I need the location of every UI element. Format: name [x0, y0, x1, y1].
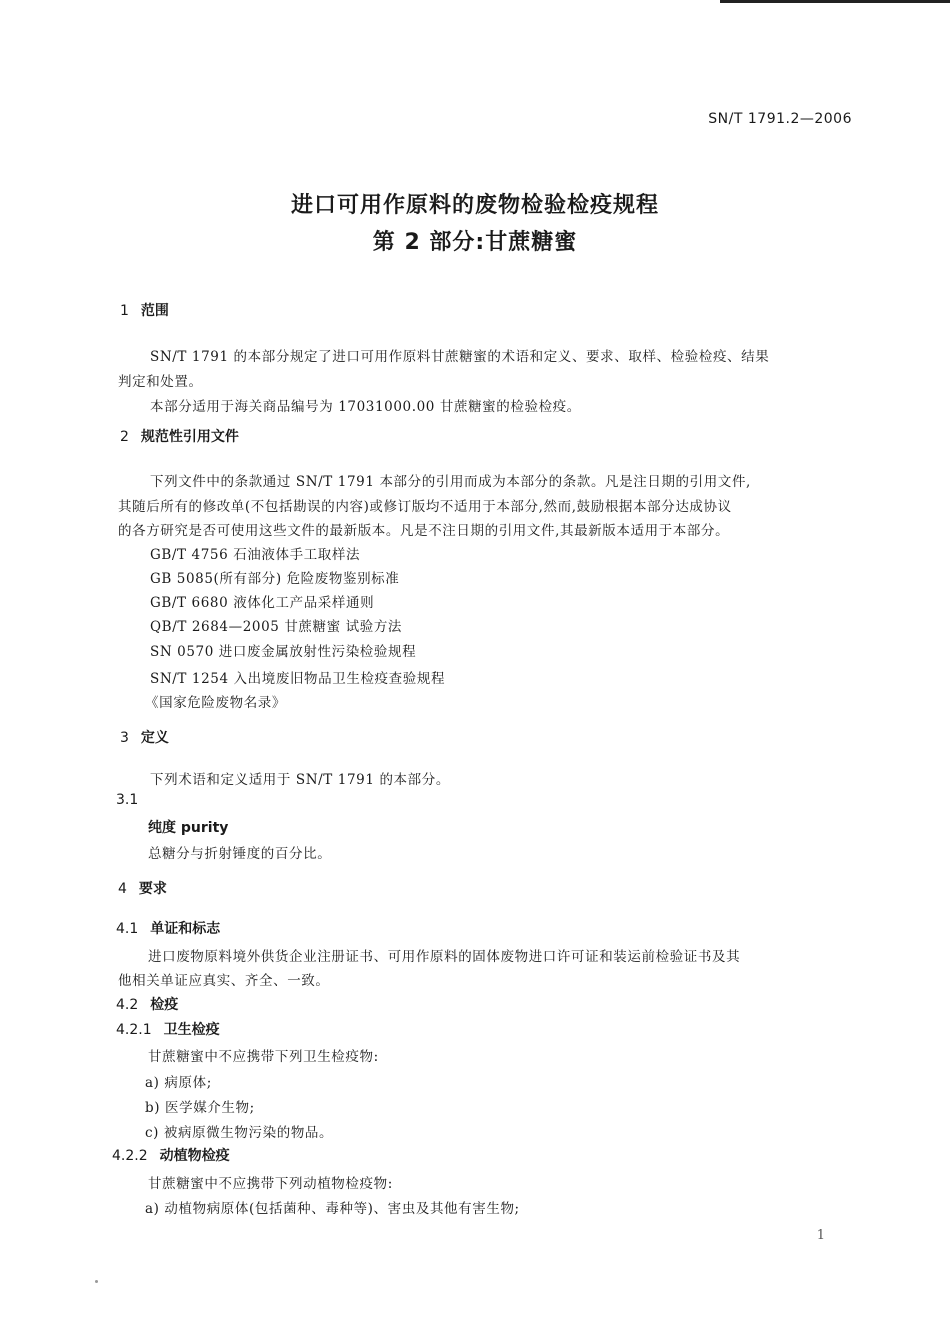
paragraph: 其随后所有的修改单(不包括勘误的内容)或修订版均不适用于本部分,然而,鼓励根据本部分达成协议	[118, 499, 732, 515]
reference-item: GB/T 6680 液体化工产品采样通则	[150, 595, 375, 611]
section-number: 4.2	[116, 997, 139, 1013]
reference-item: GB/T 4756 石油液体手工取样法	[150, 547, 361, 563]
subsection-4-2-2-heading	[112, 1145, 230, 1165]
standard-number: SN/T 1791.2—2006	[708, 111, 852, 127]
paragraph: 甘蔗糖蜜中不应携带下列卫生检疫物:	[148, 1049, 379, 1065]
subsection-number: 3.1	[116, 792, 139, 808]
subsection-4-2-1-heading	[116, 1019, 220, 1039]
scan-speck	[95, 1280, 98, 1283]
term-heading: 纯度 purity	[148, 820, 229, 836]
section-number: 1	[120, 303, 129, 319]
paragraph: 进口废物原料境外供货企业注册证书、可用作原料的固体废物进口许可证和装运前检验证书及其	[148, 949, 741, 965]
paragraph: 判定和处置。	[118, 374, 203, 390]
section-1-heading	[120, 300, 169, 320]
section-title: 范围	[140, 303, 169, 319]
subsection-4-2-heading	[116, 994, 178, 1014]
document-subtitle: 第 2 部分:甘蔗糖蜜	[372, 230, 578, 255]
paragraph: 本部分适用于海关商品编号为 17031000.00 甘蔗糖蜜的检验检疫。	[150, 399, 581, 415]
list-item: a) 病原体;	[145, 1075, 212, 1091]
list-item: c) 被病原微生物污染的物品。	[145, 1125, 334, 1141]
paragraph: 下列术语和定义适用于 SN/T 1791 的本部分。	[150, 772, 450, 788]
section-title: 单证和标志	[150, 921, 221, 937]
reference-item: GB 5085(所有部分) 危险废物鉴别标准	[150, 571, 400, 587]
list-item: b) 医学媒介生物;	[145, 1100, 255, 1116]
list-item: a) 动植物病原体(包括菌种、毒种等)、害虫及其他有害生物;	[145, 1201, 520, 1217]
reference-item: SN/T 1254 入出境废旧物品卫生检疫查验规程	[150, 671, 446, 687]
section-title: 卫生检疫	[163, 1022, 220, 1038]
subsection-4-1-heading	[116, 918, 220, 938]
section-number: 4.1	[116, 921, 139, 937]
section-2-heading	[120, 426, 239, 446]
section-number: 4.2.1	[116, 1022, 152, 1038]
section-title: 动植物检疫	[159, 1148, 230, 1164]
paragraph: SN/T 1791 的本部分规定了进口可用作原料甘蔗糖蜜的术语和定义、要求、取样、检验检疫、结果	[150, 349, 770, 365]
term-definition: 总糖分与折射锤度的百分比。	[148, 846, 332, 862]
paragraph: 的各方研究是否可使用这些文件的最新版本。凡是不注日期的引用文件,其最新版本适用于本部分。	[118, 523, 730, 539]
section-number: 4	[118, 881, 127, 897]
section-title: 要求	[138, 881, 167, 897]
reference-item: SN 0570 进口废金属放射性污染检验规程	[150, 644, 417, 660]
section-number: 3	[120, 730, 129, 746]
section-title: 规范性引用文件	[140, 429, 239, 445]
reference-item: QB/T 2684—2005 甘蔗糖蜜 试验方法	[150, 619, 403, 635]
page-number: 1	[816, 1228, 825, 1243]
reference-item: 《国家危险废物名录》	[145, 695, 286, 711]
section-title: 定义	[140, 730, 169, 746]
paragraph: 下列文件中的条款通过 SN/T 1791 本部分的引用而成为本部分的条款。凡是注日期的引用文件,	[150, 474, 751, 490]
paragraph: 甘蔗糖蜜中不应携带下列动植物检疫物:	[148, 1176, 393, 1192]
section-3-heading	[120, 727, 169, 747]
section-4-heading	[118, 878, 167, 898]
section-number: 2	[120, 429, 129, 445]
top-border-line	[720, 0, 950, 3]
document-title: 进口可用作原料的废物检验检疫规程	[290, 193, 659, 218]
section-title: 检疫	[150, 997, 179, 1013]
paragraph: 他相关单证应真实、齐全、一致。	[118, 973, 330, 989]
section-number: 4.2.2	[112, 1148, 148, 1164]
